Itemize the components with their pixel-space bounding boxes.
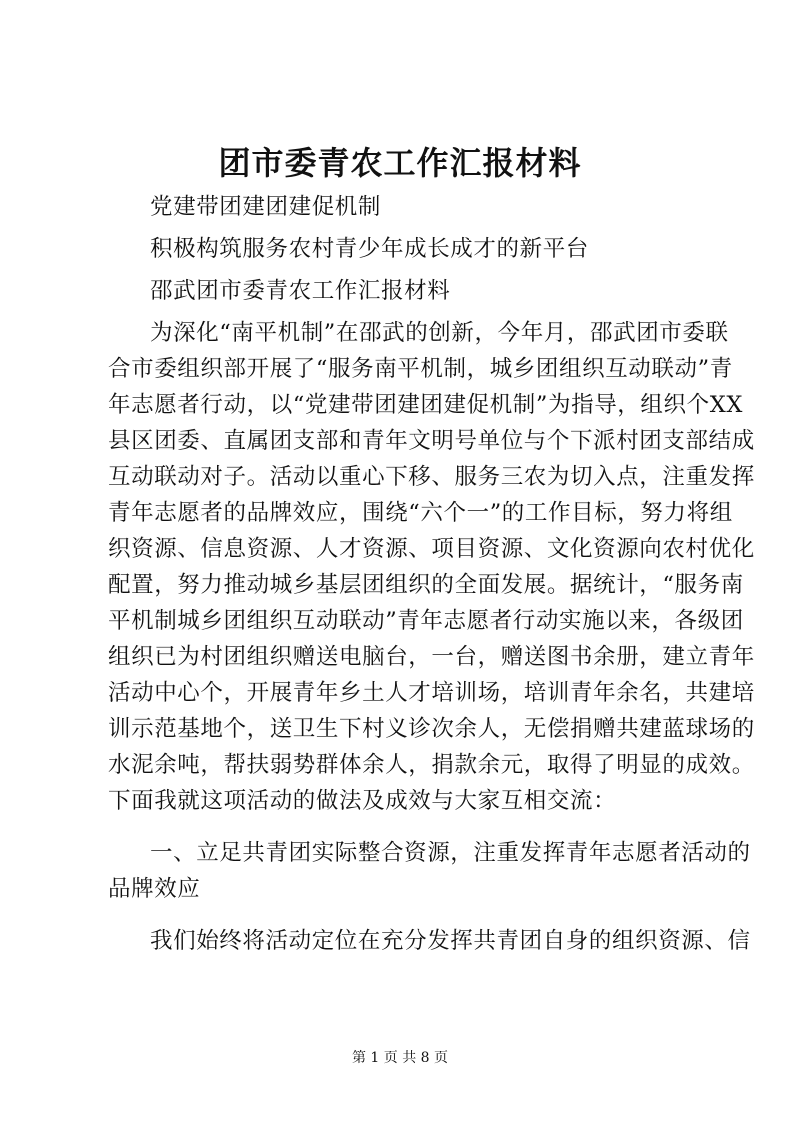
paragraph-line: 平机制城乡团组织互动联动”青年志愿者行动实施以来，各级团 (108, 608, 744, 634)
document-title: 团市委青农工作汇报材料 (218, 144, 582, 182)
page-footer: 第 1 页 共 8 页 (351, 1050, 449, 1066)
paragraph-line: 下面我就这项活动的做法及成效与大家互相交流： (108, 788, 617, 814)
paragraph-line: 活动中心个，开展青年乡土人才培训场，培训青年余名，共建培 (108, 680, 755, 706)
paragraph-line: 我们始终将活动定位在充分发挥共青团自身的组织资源、信 (150, 928, 751, 954)
paragraph-line: 互动联动对子。活动以重心下移、服务三农为切入点，注重发挥 (108, 464, 755, 490)
subtitle-2: 积极构筑服务农村青少年成长成才的新平台 (150, 236, 589, 262)
subtitle-1: 党建带团建团建促机制 (150, 194, 382, 220)
paragraph-line: 训示范基地个，送卫生下村义诊次余人，无偿捐赠共建蓝球场的 (108, 716, 755, 742)
subtitle-3: 邵武团市委青农工作汇报材料 (150, 278, 451, 304)
paragraph-line: 为深化“南平机制”在邵武的创新，今年月，邵武团市委联 (150, 320, 729, 346)
paragraph-line: 年志愿者行动，以“党建带团建团建促机制”为指导，组织个XX (108, 392, 743, 418)
paragraph-line: 县区团委、直属团支部和青年文明号单位与个下派村团支部结成 (108, 428, 755, 454)
section-heading-line: 一、立足共青团实际整合资源，注重发挥青年志愿者活动的 (150, 840, 751, 866)
section-heading-line: 品牌效应 (108, 876, 201, 902)
paragraph-line: 织资源、信息资源、人才资源、项目资源、文化资源向农村优化 (108, 536, 755, 562)
paragraph-line: 配置，努力推动城乡基层团组织的全面发展。据统计，“服务南 (108, 572, 744, 598)
paragraph-line: 合市委组织部开展了“服务南平机制，城乡团组织互动联动”青 (108, 356, 733, 382)
paragraph-line: 组织已为村团组织赠送电脑台，一台，赠送图书余册，建立青年 (108, 644, 755, 670)
paragraph-line: 水泥余吨，帮扶弱势群体余人，捐款余元，取得了明显的成效。 (108, 752, 755, 778)
paragraph-line: 青年志愿者的品牌效应，围绕“六个一”的工作目标，努力将组 (108, 500, 733, 526)
